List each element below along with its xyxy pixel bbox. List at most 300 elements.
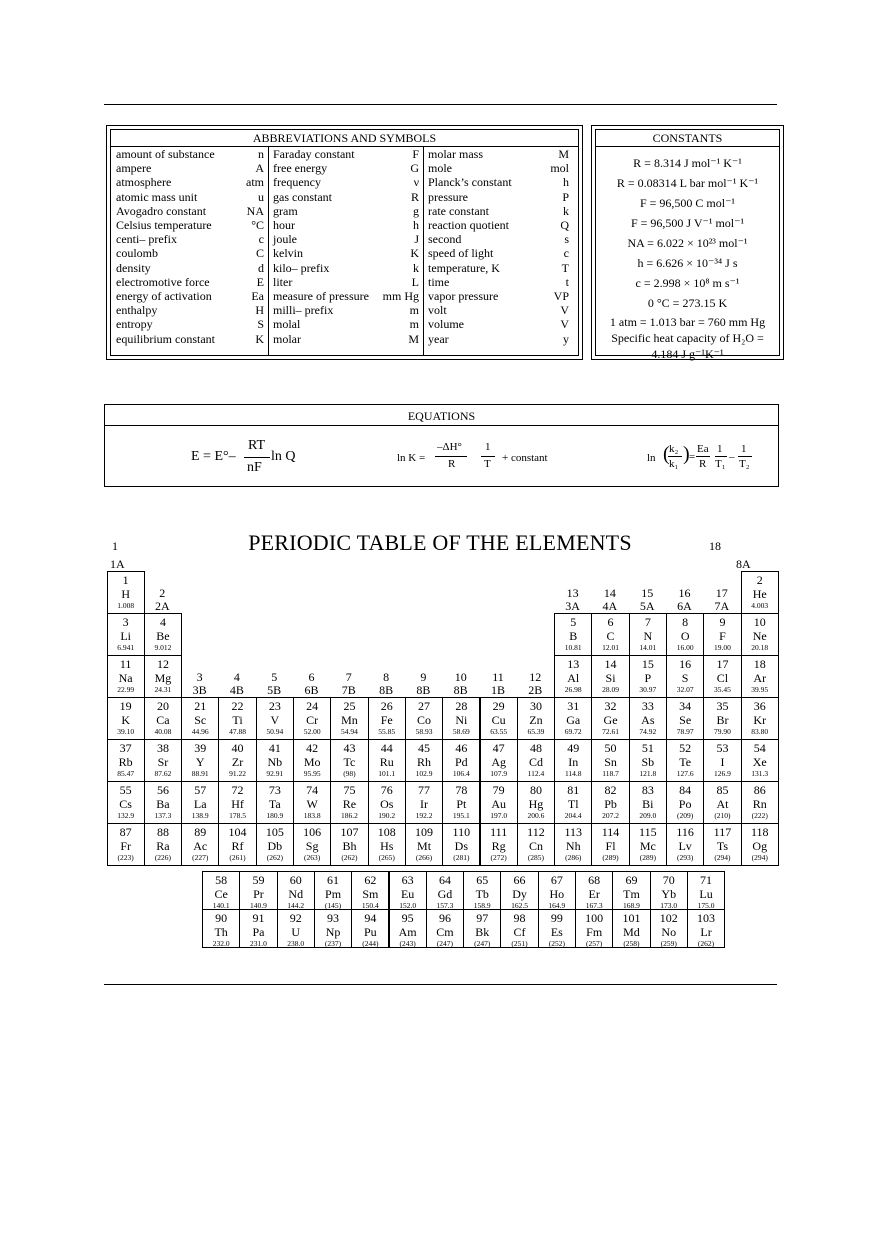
atomic-mass: 150.4 xyxy=(361,901,379,910)
atomic-mass: 162.5 xyxy=(511,901,528,910)
element-symbol: Pt xyxy=(456,797,467,811)
abbreviation-symbol: ν xyxy=(413,175,419,190)
atomic-number: 88 xyxy=(156,825,169,839)
abbreviation-term: liter xyxy=(273,274,293,289)
atomic-mass: 20.18 xyxy=(751,643,769,652)
element-symbol: H xyxy=(121,587,130,601)
element-symbol: Mn xyxy=(341,713,358,727)
abbreviation-symbol: c xyxy=(258,232,264,247)
abbreviation-symbol: g xyxy=(413,203,419,218)
abbreviations-box xyxy=(106,125,583,360)
atomic-number: 79 xyxy=(492,783,505,797)
constant-line: F = 96,500 J V⁻¹ mol⁻¹ xyxy=(630,216,745,230)
abbreviation-term: atomic mass unit xyxy=(116,189,198,204)
atomic-number: 103 xyxy=(697,911,716,925)
element-symbol: Bh xyxy=(342,839,357,853)
element-symbol: Cu xyxy=(491,713,506,727)
group-number: 10 xyxy=(454,670,467,684)
constant-line: Specific heat capacity of H₂O = xyxy=(611,331,764,345)
atomic-number: 106 xyxy=(303,825,322,839)
atomic-mass: 197.0 xyxy=(490,811,508,820)
atomic-number: 10 xyxy=(753,615,766,629)
atomic-mass: 157.3 xyxy=(436,901,454,910)
atomic-mass: 87.62 xyxy=(154,769,172,778)
element-symbol: Hs xyxy=(380,839,394,853)
atomic-mass: 6.941 xyxy=(117,643,135,652)
eq3-numerator-4: 1 xyxy=(741,443,747,455)
element-cell xyxy=(330,697,368,740)
abbreviation-term: pressure xyxy=(428,189,468,204)
abbreviation-symbol: A xyxy=(255,161,264,176)
constant-line: R = 0.08314 L bar mol⁻¹ K⁻¹ xyxy=(616,176,759,190)
atomic-number: 2 xyxy=(756,573,763,587)
element-symbol: Rf xyxy=(231,839,244,853)
element-cell xyxy=(517,823,555,866)
element-cell xyxy=(218,781,256,824)
atomic-number: 23 xyxy=(268,699,281,713)
abbreviation-term: entropy xyxy=(116,317,153,332)
constant-line: h = 6.626 × 10⁻³⁴ J s xyxy=(637,256,738,270)
element-symbol: Pb xyxy=(604,797,617,811)
element-cell xyxy=(330,739,368,782)
element-symbol: Rn xyxy=(752,797,767,811)
element-symbol: Mg xyxy=(154,671,172,685)
atomic-number: 1 xyxy=(122,573,129,587)
element-symbol: Tm xyxy=(623,887,640,901)
abbreviation-term: ampere xyxy=(116,161,152,176)
element-symbol: Nb xyxy=(267,755,283,769)
atomic-mass: 138.9 xyxy=(191,811,209,820)
eq3-open-paren: ( xyxy=(663,443,670,465)
element-cell xyxy=(612,871,650,910)
atomic-number: 81 xyxy=(567,783,580,797)
atomic-number: 116 xyxy=(676,825,694,839)
atomic-number: 101 xyxy=(622,911,641,925)
atomic-number: 74 xyxy=(306,783,319,797)
element-cell xyxy=(277,909,315,948)
eq2-fraction-bar-2 xyxy=(481,456,495,457)
abbreviation-symbol: V xyxy=(560,303,569,318)
element-symbol: Rh xyxy=(417,755,432,769)
atomic-mass: 16.00 xyxy=(676,643,694,652)
atomic-mass: 52.00 xyxy=(303,727,321,736)
abbreviation-term: molar mass xyxy=(428,147,483,161)
atomic-mass: 231.0 xyxy=(250,939,267,948)
abbreviation-symbol: d xyxy=(258,260,264,275)
atomic-number: 93 xyxy=(327,911,340,925)
abbreviation-term: equilibrium constant xyxy=(116,331,215,346)
element-cell xyxy=(741,739,779,782)
element-cell xyxy=(591,781,629,824)
element-symbol: Ho xyxy=(549,887,565,901)
element-symbol: Mt xyxy=(417,839,432,853)
atomic-mass: 14.01 xyxy=(639,643,657,652)
atomic-number: 92 xyxy=(289,911,302,925)
atomic-mass: 55.85 xyxy=(378,727,396,736)
atomic-number: 32 xyxy=(604,699,617,713)
abbreviation-term: free energy xyxy=(273,161,328,176)
constant-line: R = 8.314 J mol⁻¹ K⁻¹ xyxy=(633,156,742,170)
atomic-number: 49 xyxy=(567,741,580,755)
atomic-number: 95 xyxy=(401,911,414,925)
group-label: 8B xyxy=(453,683,468,697)
element-cell xyxy=(218,697,256,740)
atomic-mass: (263) xyxy=(304,853,321,862)
element-symbol: Bk xyxy=(475,925,490,939)
column-divider xyxy=(268,146,269,355)
atomic-number: 114 xyxy=(601,825,620,839)
atomic-mass: (247) xyxy=(474,939,491,948)
atomic-mass: (98) xyxy=(343,769,356,778)
atomic-number: 66 xyxy=(513,873,526,887)
abbreviation-symbol: NA xyxy=(246,203,264,218)
element-cell xyxy=(107,697,145,740)
abbreviation-symbol: M xyxy=(558,147,569,161)
element-symbol: I xyxy=(720,755,725,769)
atomic-number: 15 xyxy=(641,657,654,671)
eq1-numerator: RT xyxy=(248,438,266,453)
element-cell xyxy=(463,871,501,910)
element-symbol: Kr xyxy=(753,713,767,727)
group-label: 2A xyxy=(154,599,170,613)
atomic-mass: (237) xyxy=(324,939,342,948)
atomic-number: 46 xyxy=(455,741,468,755)
group-number: 6 xyxy=(308,670,315,684)
element-cell xyxy=(741,571,779,614)
element-symbol: Pr xyxy=(253,887,264,901)
atomic-number: 16 xyxy=(679,657,692,671)
element-cell xyxy=(107,781,145,824)
atomic-mass: 195.1 xyxy=(452,811,470,820)
atomic-number: 45 xyxy=(418,741,431,755)
group-label: 6B xyxy=(304,683,319,697)
atomic-mass: 140.9 xyxy=(250,901,267,910)
abbreviation-term: density xyxy=(116,260,151,275)
element-symbol: Ds xyxy=(454,839,468,853)
group-label: 5A xyxy=(639,599,655,613)
element-cell xyxy=(330,823,368,866)
abbreviation-term: centi– prefix xyxy=(116,232,177,247)
element-symbol: Ir xyxy=(420,797,429,811)
element-cell xyxy=(612,909,650,948)
element-symbol: Ne xyxy=(752,629,767,643)
atomic-number: 71 xyxy=(700,873,713,887)
element-cell xyxy=(629,739,667,782)
atomic-mass: 131.3 xyxy=(751,769,769,778)
atomic-number: 25 xyxy=(343,699,356,713)
abbreviation-term: reaction quotient xyxy=(428,218,509,232)
abbreviation-symbol: Q xyxy=(560,218,569,232)
abbreviation-symbol: Ea xyxy=(251,289,264,303)
atomic-mass: 54.94 xyxy=(341,727,358,736)
atomic-number: 98 xyxy=(513,911,526,925)
atomic-mass: 238.0 xyxy=(287,939,305,948)
atomic-number: 96 xyxy=(438,911,451,925)
element-symbol: Li xyxy=(120,629,131,643)
atomic-number: 3 xyxy=(122,615,129,629)
atomic-mass: 9.012 xyxy=(154,643,172,652)
abbreviation-term: temperature, K xyxy=(428,260,500,275)
abbreviation-symbol: R xyxy=(410,189,419,204)
element-symbol: Fe xyxy=(380,713,393,727)
element-symbol: Dy xyxy=(512,887,527,901)
element-symbol: Nh xyxy=(565,839,581,853)
periodic-table-title: PERIODIC TABLE OF THE ELEMENTS xyxy=(248,530,632,555)
atomic-mass: (259) xyxy=(660,939,677,948)
constant-line: F = 96,500 C mol⁻¹ xyxy=(639,196,736,210)
atomic-mass: 121.8 xyxy=(639,769,657,778)
constant-line: c = 2.998 × 10⁸ m s⁻¹ xyxy=(635,276,740,290)
atomic-number: 47 xyxy=(492,741,505,755)
abbreviation-term: kilo– prefix xyxy=(273,260,330,275)
element-cell xyxy=(591,739,629,782)
abbreviation-term: enthalpy xyxy=(116,303,158,318)
abbreviation-term: amount of substance xyxy=(116,147,215,161)
group-number: 14 xyxy=(603,586,616,600)
atomic-number: 39 xyxy=(194,741,207,755)
atomic-number: 28 xyxy=(455,699,468,713)
element-symbol: Re xyxy=(342,797,357,811)
atomic-number: 5 xyxy=(570,615,577,629)
element-symbol: Pa xyxy=(252,925,265,939)
eq3-lhs: ln xyxy=(647,452,656,464)
atomic-mass: 192.2 xyxy=(415,811,433,820)
atomic-number: 82 xyxy=(604,783,617,797)
element-symbol: No xyxy=(661,925,677,939)
group-number-18: 18 xyxy=(709,539,721,553)
constants-box xyxy=(591,125,784,360)
element-symbol: Mc xyxy=(639,839,656,853)
atomic-mass: 30.97 xyxy=(639,685,657,694)
atomic-number: 80 xyxy=(529,783,542,797)
abbreviation-symbol: m xyxy=(409,303,419,318)
constants-title-rule xyxy=(596,146,779,147)
element-cell xyxy=(703,739,741,782)
element-cell xyxy=(144,823,182,866)
group-number: 12 xyxy=(529,670,542,684)
group-number: 4 xyxy=(233,670,240,684)
abbreviation-symbol: E xyxy=(256,274,264,289)
group-number: 17 xyxy=(715,586,728,600)
element-cell xyxy=(442,697,480,740)
atomic-number: 107 xyxy=(340,825,359,839)
atomic-mass: 58.93 xyxy=(415,727,433,736)
atomic-mass: 183.8 xyxy=(303,811,321,820)
group-label: 4B xyxy=(229,683,244,697)
atomic-number: 36 xyxy=(753,699,766,713)
atomic-mass: 164.9 xyxy=(548,901,566,910)
atomic-number: 50 xyxy=(604,741,617,755)
group-number: 16 xyxy=(678,586,691,600)
element-cell xyxy=(144,655,182,698)
element-symbol: Y xyxy=(195,755,205,769)
eq1-denominator: nF xyxy=(247,460,262,475)
element-cell xyxy=(277,871,315,910)
atomic-mass: (285) xyxy=(527,853,545,862)
element-cell xyxy=(256,697,294,740)
atomic-number: 111 xyxy=(490,825,508,839)
atomic-number: 22 xyxy=(231,699,244,713)
atomic-mass: (226) xyxy=(154,853,172,862)
abbreviation-term: molar xyxy=(273,331,301,346)
abbreviation-term: volume xyxy=(428,317,464,332)
atomic-number: 76 xyxy=(380,783,393,797)
atomic-mass: (257) xyxy=(586,939,603,948)
element-cell xyxy=(554,697,592,740)
atomic-mass: (227) xyxy=(192,853,209,862)
element-symbol: Ga xyxy=(566,713,581,727)
element-cell xyxy=(741,655,779,698)
element-cell xyxy=(351,871,389,910)
abbreviation-symbol: °C xyxy=(251,218,264,232)
element-cell xyxy=(575,909,613,948)
element-cell xyxy=(181,739,219,782)
atomic-number: 87 xyxy=(119,825,132,839)
atomic-mass: 69.72 xyxy=(564,727,582,736)
element-symbol: Tl xyxy=(567,797,579,811)
element-cell xyxy=(666,739,704,782)
element-cell xyxy=(463,909,501,948)
element-symbol: Ge xyxy=(603,713,618,727)
atomic-number: 89 xyxy=(194,825,207,839)
element-cell xyxy=(202,909,240,948)
atomic-mass: (258) xyxy=(623,939,640,948)
atomic-mass: 114.8 xyxy=(564,769,582,778)
element-cell xyxy=(368,697,406,740)
element-symbol: Hg xyxy=(528,797,544,811)
element-symbol: Th xyxy=(214,925,228,939)
element-symbol: Fl xyxy=(605,839,616,853)
atomic-mass: 132.9 xyxy=(117,811,135,820)
atomic-number: 104 xyxy=(228,825,247,839)
atomic-mass: 180.9 xyxy=(266,811,284,820)
element-symbol: B xyxy=(569,629,578,643)
element-symbol: Au xyxy=(491,797,506,811)
atomic-number: 35 xyxy=(716,699,729,713)
atomic-mass: 101.1 xyxy=(378,769,396,778)
eq3-fraction-bar xyxy=(668,456,682,457)
atomic-number: 99 xyxy=(550,911,563,925)
element-symbol: Na xyxy=(118,671,133,685)
element-cell xyxy=(517,697,555,740)
atomic-number: 30 xyxy=(529,699,542,713)
atomic-number: 11 xyxy=(119,657,132,671)
abbreviations-title: ABBREVIATIONS AND SYMBOLS xyxy=(252,131,437,145)
group-label: 7B xyxy=(341,683,356,697)
atomic-mass: (289) xyxy=(602,853,619,862)
atomic-mass: 39.95 xyxy=(751,685,769,694)
element-symbol: Bi xyxy=(642,797,654,811)
atomic-number: 57 xyxy=(194,783,207,797)
element-cell xyxy=(480,697,518,740)
element-cell xyxy=(741,697,779,740)
element-symbol: U xyxy=(291,925,301,939)
atomic-mass: 126.9 xyxy=(714,769,731,778)
element-symbol: Es xyxy=(550,925,563,939)
atomic-mass: 63.55 xyxy=(490,727,508,736)
eq3-fraction-bar-3 xyxy=(715,456,727,457)
element-symbol: N xyxy=(643,629,653,643)
element-symbol: Er xyxy=(588,887,600,901)
element-symbol: Po xyxy=(678,797,692,811)
element-symbol: Ba xyxy=(156,797,170,811)
element-symbol: Og xyxy=(752,839,768,853)
abbreviation-term: coulomb xyxy=(116,246,158,261)
atomic-number: 109 xyxy=(415,825,434,839)
atomic-number: 91 xyxy=(252,911,265,925)
element-cell xyxy=(107,571,145,614)
atomic-mass: 50.94 xyxy=(266,727,284,736)
atomic-mass: 58.69 xyxy=(452,727,470,736)
atomic-number: 17 xyxy=(716,657,729,671)
atomic-number: 105 xyxy=(265,825,284,839)
eq3-denominator-2: R xyxy=(699,458,707,470)
element-symbol: Yb xyxy=(661,887,677,901)
group-label: 8B xyxy=(379,683,394,697)
element-symbol: At xyxy=(716,797,729,811)
atomic-mass: 186.2 xyxy=(341,811,358,820)
atomic-number: 84 xyxy=(679,783,692,797)
element-symbol: Ru xyxy=(379,755,394,769)
group-number: 11 xyxy=(492,670,504,684)
atomic-number: 102 xyxy=(659,911,678,925)
atomic-mass: 10.81 xyxy=(564,643,582,652)
atomic-mass: 79.90 xyxy=(714,727,731,736)
element-cell xyxy=(591,613,629,656)
element-cell xyxy=(480,739,518,782)
abbreviation-symbol: h xyxy=(563,175,569,190)
abbreviation-term: Celsius temperature xyxy=(116,218,212,232)
atomic-mass: 144.2 xyxy=(287,901,305,910)
group-label: 5B xyxy=(267,683,282,697)
atomic-mass: 137.3 xyxy=(154,811,172,820)
eq3-fraction-bar-2 xyxy=(696,456,710,457)
constant-line: 4.184 J g⁻¹K⁻¹ xyxy=(651,347,724,361)
atomic-number: 20 xyxy=(156,699,169,713)
element-cell xyxy=(703,655,741,698)
element-symbol: Os xyxy=(380,797,394,811)
atomic-mass: 91.22 xyxy=(229,769,246,778)
element-symbol: Ag xyxy=(491,755,506,769)
atomic-number: 94 xyxy=(364,911,377,925)
group-label-8a: 8A xyxy=(736,557,751,571)
atomic-number: 8 xyxy=(682,615,689,629)
atomic-mass: (247) xyxy=(436,939,454,948)
group-label: 4A xyxy=(602,599,618,613)
element-symbol: O xyxy=(680,629,690,643)
atomic-number: 62 xyxy=(364,873,377,887)
atomic-mass: 95.95 xyxy=(303,769,321,778)
atomic-mass: 40.08 xyxy=(154,727,172,736)
atomic-number: 54 xyxy=(753,741,766,755)
eq3-denominator: k₁ xyxy=(669,458,679,470)
element-symbol: Am xyxy=(398,925,417,939)
element-symbol: C xyxy=(606,629,615,643)
element-symbol: Tc xyxy=(343,755,356,769)
eq3-denominator-4: T₂ xyxy=(739,458,750,470)
abbreviation-term: energy of activation xyxy=(116,289,212,303)
bottom-rule xyxy=(104,984,777,985)
atomic-mass: 207.2 xyxy=(602,811,619,820)
element-symbol: Sc xyxy=(194,713,207,727)
atomic-number: 24 xyxy=(306,699,319,713)
element-symbol: Lu xyxy=(699,887,713,901)
abbreviation-term: frequency xyxy=(273,175,321,190)
element-symbol: Mo xyxy=(303,755,321,769)
atomic-number: 77 xyxy=(418,783,431,797)
group-label: 3A xyxy=(565,599,580,613)
element-symbol: Ar xyxy=(753,671,767,685)
